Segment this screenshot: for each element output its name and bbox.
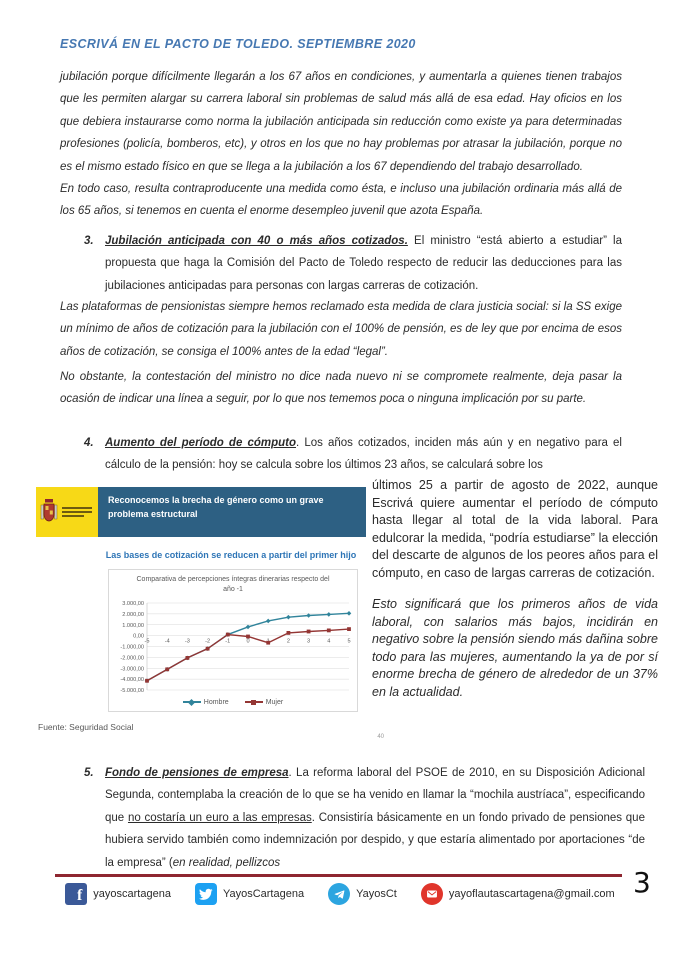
- chart-title: Comparativa de percepciones íntegras dinerarias respecto del año -1: [136, 576, 330, 594]
- y-tick-label: 3.000,00: [122, 601, 144, 608]
- telegram-link[interactable]: [328, 883, 397, 905]
- item-5-body-1: . La reforma laboral del PSOE de 2010, en su Disposición Adicional Segunda, contemplaba la creación de lo que se ha venido en llamar la “mochila austríaca”, especificando que: [105, 767, 646, 824]
- email-address: yayoflautascartagena@gmail.com: [448, 888, 615, 900]
- x-tick-label: -3: [184, 638, 190, 645]
- item-4-number: 4.: [84, 437, 94, 449]
- y-tick-label: -3.000,00: [120, 666, 144, 673]
- x-tick-label: -4: [164, 638, 170, 645]
- data-point: [226, 633, 230, 637]
- twitter-handle: YayosCartagena: [222, 888, 305, 900]
- data-point: [307, 630, 311, 634]
- data-point: [347, 627, 351, 631]
- item-4-continuation: últimos 25 a partir de agosto de 2022, aunque Escrivá quiere aumentar el período de cómputo hasta llegar al total de la vida laboral. Para edulcorar la medida, “podría estudiarse” la elección del descarte de algunos de los peores años para el cómputo, en caso de largas carreras de cotización.: [372, 478, 658, 580]
- item-4-body: . Los años cotizados, inciden más aún y en negativo para el cálculo de la pensión: hoy se calcula sobre los últimos 23 años, se calculará sobre los: [105, 437, 622, 472]
- item-4-wrapped-column: [372, 477, 658, 701]
- email-icon[interactable]: [421, 883, 443, 905]
- list-item-4: [84, 432, 622, 477]
- y-tick-label: -4.000,00: [120, 677, 144, 684]
- coat-of-arms-icon: [39, 497, 59, 527]
- figure-source: Fuente: Seguridad Social: [38, 722, 134, 733]
- page-number: 3: [633, 866, 651, 899]
- spain-government-logo: [36, 487, 98, 537]
- item-5-underlined-phrase: no costaría un euro a las empresas: [127, 811, 312, 824]
- list-item-3: [84, 230, 622, 297]
- y-tick-label: 1.000,00: [122, 623, 144, 630]
- data-point: [286, 615, 291, 620]
- item-5-heading: Fondo de pensiones de empresa: [105, 767, 289, 779]
- item-4-italic-note: Esto significará que los primeros años de vida laboral, con salarios más bajos, incidirán en negativo sobre la pensión siendo más dañina sobre todo para las mujeres, aumentando la ya de por sí enorme brecha de género de alrededor de un 37% en la actualidad.: [372, 597, 658, 699]
- chart-canvas: [111, 597, 355, 697]
- twitter-link[interactable]: [195, 883, 304, 905]
- item-5-body-2: . Consistiría básicamente en un fondo privado de pensiones que hubiera servido también como indemnización por despido, y que estaría alimentado por aportaciones “de la empresa” (: [105, 811, 645, 869]
- twitter-icon[interactable]: [195, 883, 217, 905]
- item-5-text: [105, 762, 645, 874]
- data-point: [287, 631, 291, 635]
- slide-number: 40: [377, 734, 384, 741]
- item-5-italic-tail: en realidad, pellizcos: [172, 856, 281, 869]
- email-link[interactable]: [421, 883, 615, 905]
- x-tick-label: 0: [246, 638, 250, 645]
- gender-gap-figure: [36, 487, 384, 741]
- x-tick-label: -5: [144, 638, 150, 645]
- figure-header: [36, 487, 366, 537]
- figure-banner: Reconocemos la brecha de género como un grave problema estructural: [98, 487, 366, 537]
- legend-entry-mujer: Mujer: [245, 698, 284, 706]
- x-tick-label: 4: [327, 638, 331, 645]
- data-point: [186, 656, 190, 660]
- item-3-text: [105, 230, 622, 297]
- item-3-heading: Jubilación anticipada con 40 o más años cotizados.: [105, 235, 408, 247]
- chart-legend: [111, 698, 355, 706]
- x-tick-label: 2: [286, 638, 290, 645]
- legend-entry-hombre: Hombre: [183, 698, 229, 706]
- ministry-name-text: [62, 507, 92, 517]
- item-3-body: El ministro “está abierto a estudiar” la propuesta que haga la Comisión del Pacto de Toledo respecto de reducir las deducciones para las jubilaciones anticipadas para personas con largas carreras de cotización.: [105, 235, 622, 292]
- data-point: [327, 612, 332, 617]
- footer-divider: [55, 874, 622, 877]
- y-tick-label: -2.000,00: [120, 655, 144, 662]
- data-point: [327, 629, 331, 633]
- x-tick-label: -2: [205, 638, 211, 645]
- facebook-icon[interactable]: f: [65, 883, 87, 905]
- paragraph-plataformas: Las plataformas de pensionistas siempre hemos reclamado esta medida de clara justicia social: si la SS exige un mínimo de años de cotización para la jubilación con el 100% de pensión, es de ley que por encima de esos años de cotización, se consiga el 100% antes de la edad “legal”.: [60, 301, 622, 358]
- item-4-heading: Aumento del período de cómputo: [105, 437, 297, 449]
- y-tick-label: 0,00: [133, 633, 144, 640]
- paragraph-en-todo-caso: En todo caso, resulta contraproducente una medida como ésta, e incluso una jubilación ordinaria más allá de los 65 años, si tenemos en cuenta el enorme desempleo juvenil que azota España.: [60, 183, 622, 218]
- y-tick-label: -5.000,00: [120, 688, 144, 695]
- data-point: [266, 619, 271, 624]
- x-tick-label: 5: [347, 638, 351, 645]
- data-point: [246, 635, 250, 639]
- paragraph-no-obstante: No obstante, la contestación del ministro no dice nada nuevo ni se compromete realmente, deja pasar la ocasión de indicar una línea a seguir, por lo que nos tememos poca o ninguna implicación por su parte.: [60, 371, 622, 406]
- series-line-hombre: [144, 614, 349, 681]
- facebook-handle: yayoscartagena: [93, 888, 171, 900]
- y-tick-label: 2.000,00: [122, 612, 144, 619]
- list-item-5: [84, 762, 645, 874]
- y-tick-label: -1.000,00: [120, 644, 144, 651]
- x-tick-label: 3: [307, 638, 311, 645]
- social-links-row: [60, 883, 620, 905]
- data-point: [347, 611, 352, 616]
- data-point: [165, 668, 169, 672]
- data-point: [206, 647, 210, 651]
- item-5-number: 5.: [84, 767, 94, 779]
- data-point: [266, 641, 270, 645]
- figure-caption: Las bases de cotización se reducen a partir del primer hijo: [105, 550, 357, 560]
- item-3-number: 3.: [84, 235, 94, 247]
- data-point: [246, 625, 251, 630]
- x-tick-label: -1: [225, 638, 231, 645]
- paragraph-jubilacion: jubilación porque difícilmente llegarán a los 67 años en condiciones, y aumentarla a quienes tienen trabajos que les permiten alargar su carrera laboral sin problemas de salud más allá de esa edad. Hay oficios en los que debiera instaurarse como norma la jubilación anticipada sin reducción como existe ya para determinadas profesiones (policía, bomberos, etc), y otros en los que no hay problemas por atrasar la jubilación, porque no es el mismo estado físico en que se llega a la jubilación a los 67 dependiendo del trabajo desarrollado.: [60, 71, 622, 173]
- telegram-handle: YayosCt: [356, 888, 397, 900]
- telegram-icon[interactable]: [328, 883, 350, 905]
- facebook-link[interactable]: [65, 883, 171, 905]
- item-4-text: [105, 432, 622, 477]
- chart-card: [108, 569, 358, 712]
- data-point: [145, 679, 149, 683]
- page-title: ESCRIVÁ EN EL PACTO DE TOLEDO. SEPTIEMBRE 2020: [60, 37, 416, 51]
